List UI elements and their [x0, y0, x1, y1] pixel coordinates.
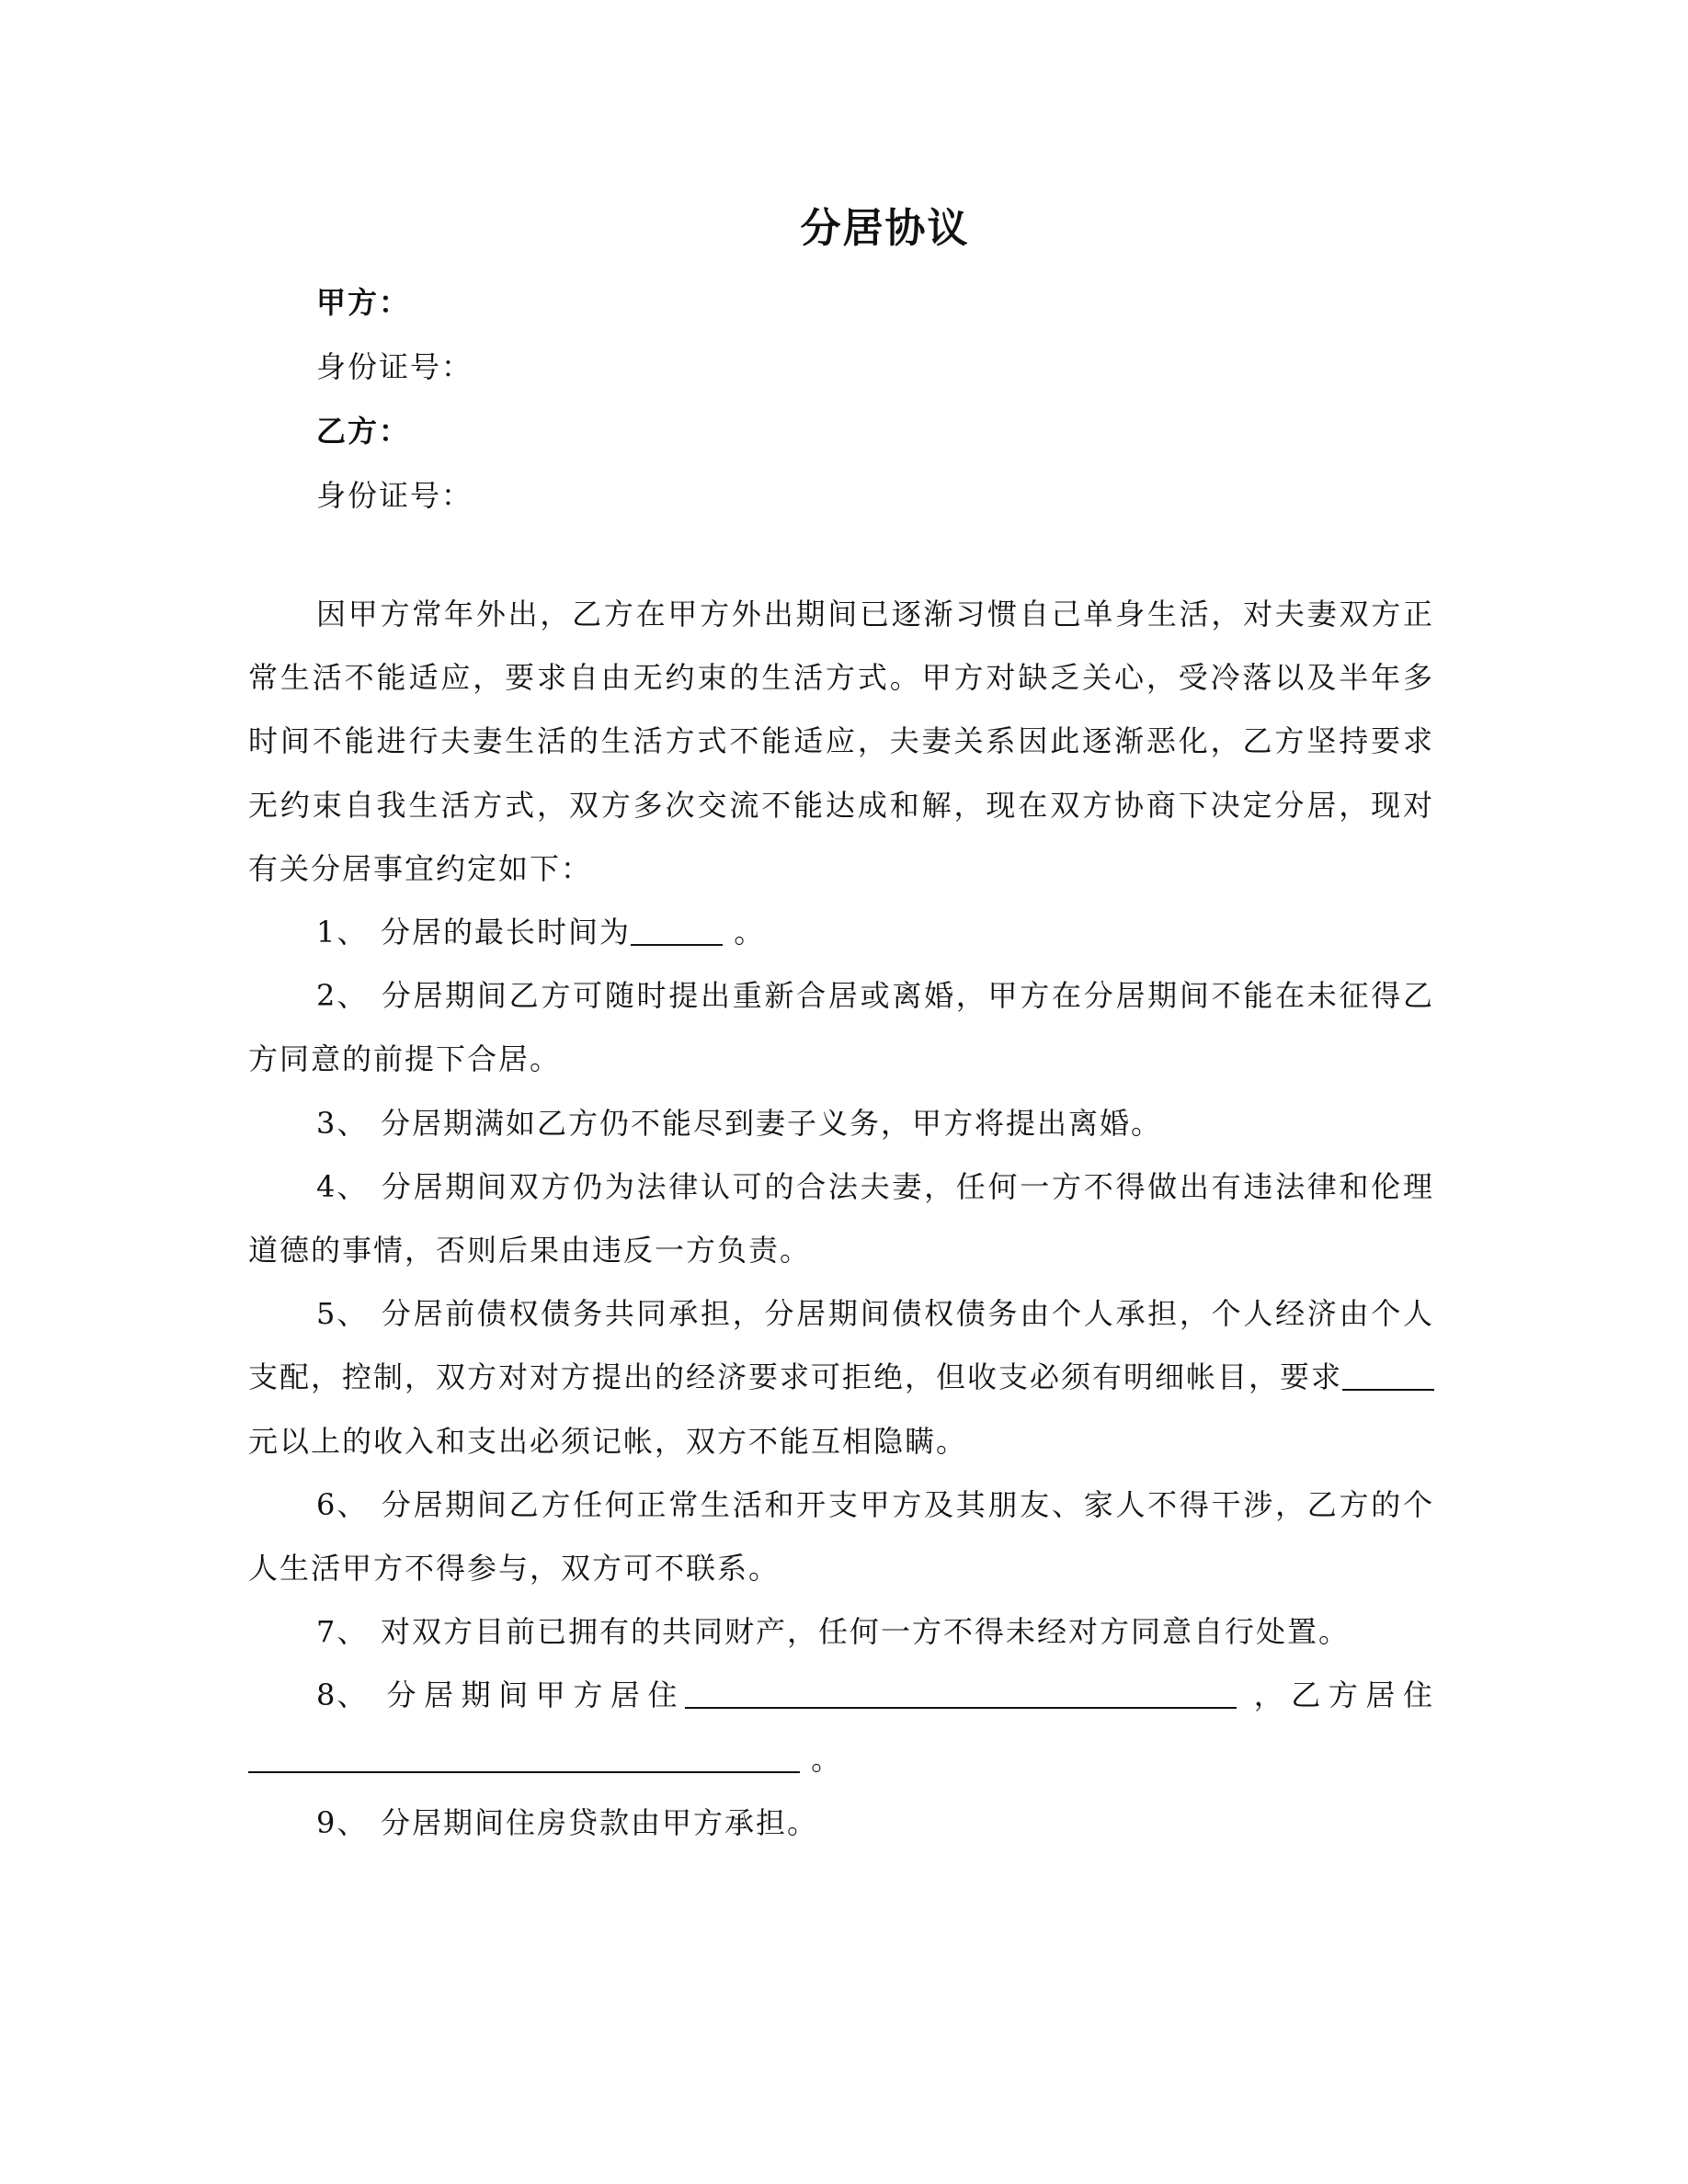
- clause-2: [248, 964, 1434, 1091]
- blank-party-a-residence-field[interactable]: [685, 1676, 1237, 1709]
- clause-7: [248, 1600, 1434, 1664]
- clause-number: 4、: [316, 1168, 369, 1204]
- clause-number: 3、: [316, 1105, 369, 1141]
- clause-text: 分居前债权债务共同承担，分居期间债权债务由个人承担，个人经济由个人支配，控制，双方对对方提出的经济要求可拒绝，但收支必须有明细帐目，要求: [248, 1296, 1434, 1395]
- clause-text: ，乙方居住: [1253, 1678, 1434, 1713]
- clause-number: 5、: [316, 1296, 369, 1332]
- blank-amount-field[interactable]: [1342, 1358, 1434, 1391]
- clause-text: 对双方目前已拥有的共同财产，任何一方不得未经对方同意自行处置。: [381, 1614, 1351, 1650]
- clause-number: 8、: [316, 1678, 369, 1713]
- clause-text: 分居期满如乙方仍不能尽到妻子义务，甲方将提出离婚。: [381, 1105, 1163, 1141]
- clause-text: 。: [734, 915, 766, 950]
- clause-text: 。: [811, 1741, 843, 1777]
- clause-text: 元以上的收入和支出必须记帐，双方不能互相隐瞒。: [248, 1423, 968, 1459]
- party-b-label: 乙方：: [316, 414, 411, 449]
- clause-text: 分居期间乙方任何正常生活和开支甲方及其朋友、家人不得干涉，乙方的个人生活甲方不得参与，双方可不联系。: [248, 1486, 1434, 1587]
- party-a-id-label: 身份证号：: [316, 349, 473, 384]
- clause-6: [248, 1473, 1434, 1600]
- clause-number: 7、: [316, 1614, 369, 1650]
- clause-3: [248, 1092, 1434, 1155]
- agreement-body: [248, 583, 1434, 1855]
- clause-5: [248, 1282, 1434, 1473]
- clause-number: 6、: [316, 1486, 369, 1522]
- clause-number: 1、: [316, 915, 369, 950]
- clause-text: 分居期间乙方可随时提出重新合居或离婚，甲方在分居期间不能在未征得乙方同意的前提下合居。: [248, 978, 1434, 1077]
- clause-text: 分居期间甲方居住: [381, 1678, 686, 1713]
- clause-number: 2、: [316, 978, 369, 1014]
- party-a-label: 甲方：: [316, 285, 411, 320]
- clause-number: 9、: [316, 1804, 369, 1840]
- clause-text: 分居期间住房贷款由甲方承担。: [381, 1804, 819, 1840]
- clause-8: [248, 1664, 1434, 1791]
- document-title: 分居协议: [800, 205, 970, 252]
- clause-1: [248, 901, 1434, 964]
- clause-4: [248, 1155, 1434, 1282]
- party-b-id-label: 身份证号：: [316, 478, 473, 513]
- clause-text: 分居的最长时间为: [381, 915, 632, 950]
- clause-9: [248, 1792, 1434, 1855]
- intro-paragraph: 因甲方常年外出，乙方在甲方外出期间已逐渐习惯自己单身生活，对夫妻双方正常生活不能适应，要求自由无约束的生活方式。甲方对缺乏关心，受冷落以及半年多时间不能进行夫妻生活的生活方式不能适应，夫妻关系因此逐渐恶化，乙方坚持要求无约束自我生活方式，双方多次交流不能达成和解，现在双方协商下决定分居，现对有关分居事宜约定如下：: [248, 597, 1434, 886]
- clause-text: 分居期间双方仍为法律认可的合法夫妻，任何一方不得做出有违法律和伦理道德的事情，否则后果由违反一方负责。: [248, 1168, 1434, 1268]
- blank-party-b-residence-field[interactable]: [248, 1740, 800, 1773]
- blank-duration-field[interactable]: [631, 913, 723, 946]
